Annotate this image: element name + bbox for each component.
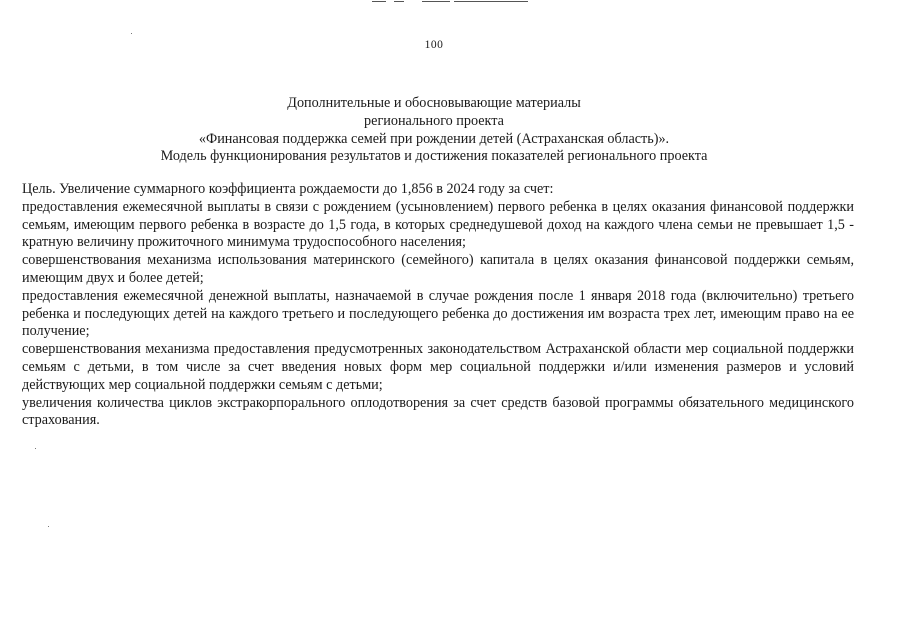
document-header [0, 95, 868, 166]
page-number: 100 [424, 39, 444, 51]
measure-paragraph: совершенствования механизма предоставления предусмотренных законодательством Астраханской области мер социальной поддержки семьям с детьми, в том числе за счет введения новых форм мер социальной поддержки и/или изменения размеров и условий действующих мер социальной поддержки семьям с детьми; [22, 341, 854, 393]
header-line-3: «Финансовая поддержка семей при рождении детей (Астраханская область)». [198, 130, 670, 147]
scan-edge-marks [372, 0, 532, 4]
measure-paragraph: совершенствования механизма использования материнского (семейного) капитала в целях оказания финансовой поддержки семьям, имеющим двух и более детей; [22, 252, 854, 286]
measure-paragraph: предоставления ежемесячной выплаты в связи с рождением (усыновлением) первого ребенка в целях оказания финансовой поддержки семьям, имеющим первого ребенка в возрасте до 1,5 года, в которых среднедушевой доход на каждого члена семьи не превышает 1,5 - кратную величину прожиточного минимума трудоспособного населения; [22, 198, 854, 251]
scan-speck [131, 33, 132, 34]
measure-paragraph: увеличения количества циклов экстракорпорального оплодотворения за счет средств базовой программы обязательного медицинского страхования. [22, 394, 854, 429]
document-body [22, 181, 854, 430]
goal-statement: Цель. Увеличение суммарного коэффициента рождаемости до 1,856 в 2024 году за счет: [22, 181, 554, 197]
header-line-1: Дополнительные и обосновывающие материалы [287, 95, 581, 111]
scan-speck [35, 448, 36, 449]
measure-paragraph: предоставления ежемесячной денежной выплаты, назначаемой в случае рождения после 1 января 2018 года (включительно) третьего ребенка и последующих детей на каждого третьего и последующего ребенка до достижения им возраста трех лет, имеющим право на ее получение; [22, 287, 854, 340]
header-line-2: регионального проекта [364, 112, 504, 129]
scan-speck [48, 526, 49, 527]
header-line-4: Модель функционирования результатов и достижения показателей регионального проекта [160, 148, 708, 165]
